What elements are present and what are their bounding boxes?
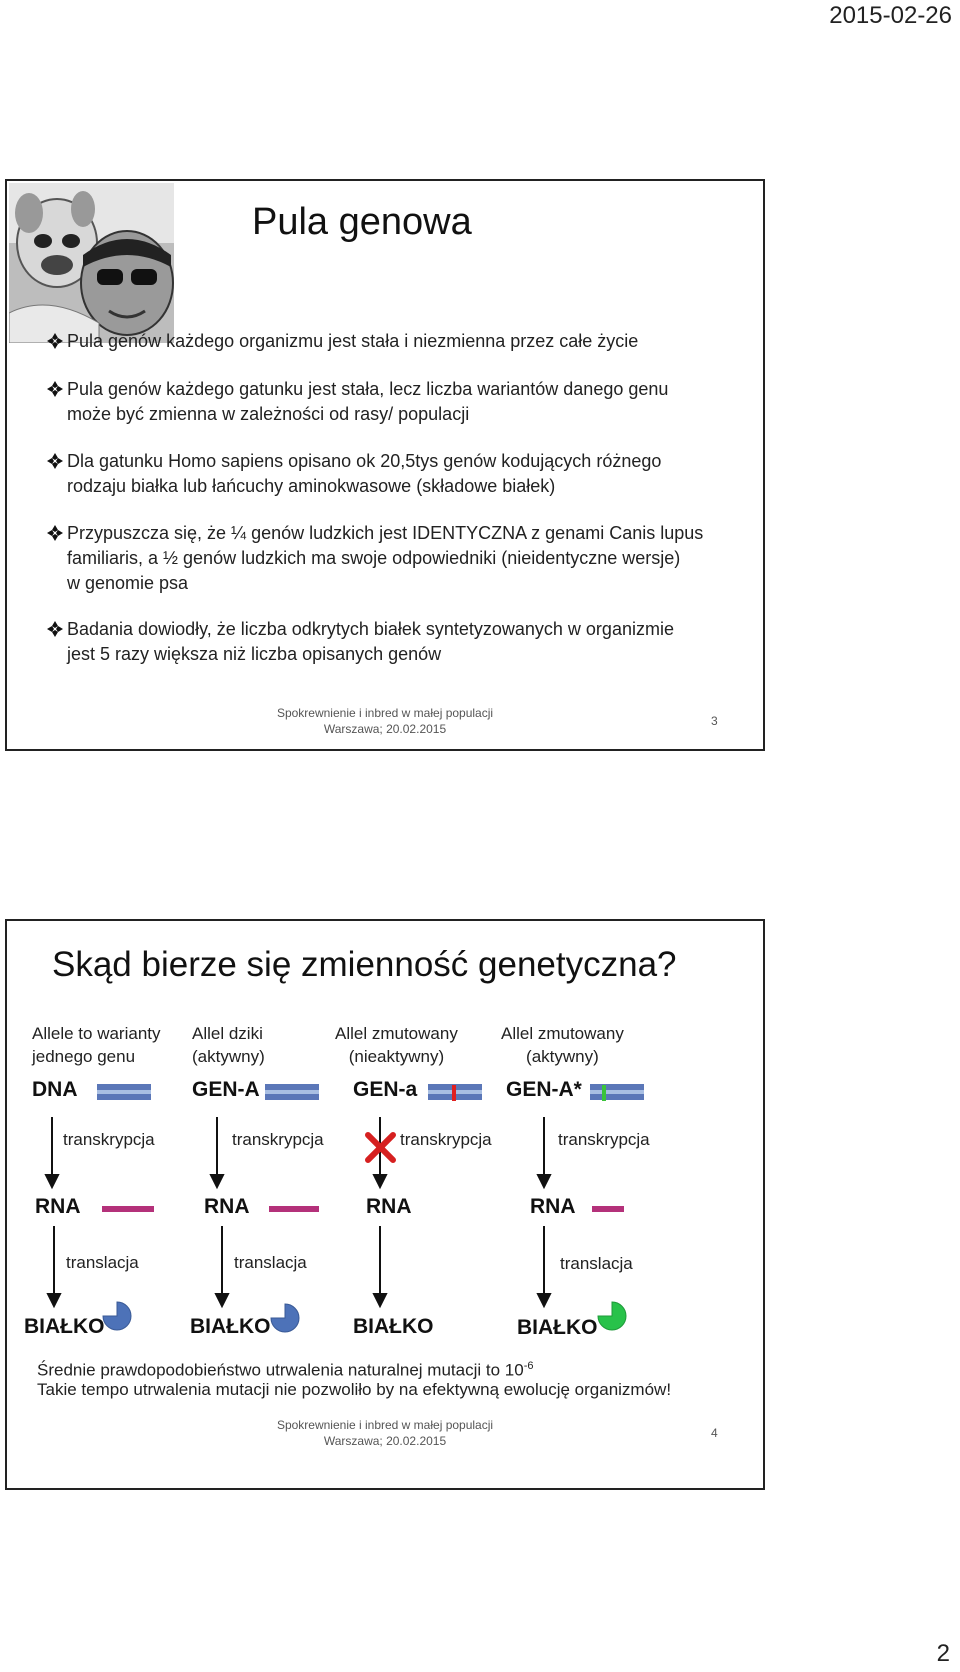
arrow-head: [538, 1175, 550, 1187]
bullet-text-line: Dla gatunku Homo sapiens opisano ok 20,5tys genów kodujących różnego: [67, 451, 662, 471]
footer-place-date: Warszawa; 20.02.2015: [323, 1434, 447, 1448]
slide-title: Skąd bierze się zmienność genetyczna?: [52, 945, 677, 984]
protein-label: BIAŁKO: [24, 1315, 105, 1338]
slide-number: 4: [711, 1426, 718, 1440]
slide-title: Pula genowa: [252, 201, 472, 243]
bullet-text-line: Badania dowiodły, że liczba odkrytych białek syntetyzowanych w organizmie: [67, 619, 674, 639]
bullet-text-line: familiaris, a ½ genów ludzkich ma swoje odpowiedniki (nieidentyczne wersje): [67, 548, 681, 568]
page-number: 2: [936, 1640, 950, 1667]
bullet-text-line: rodzaju białka lub łańcuchy aminokwasowe (składowe białek): [67, 476, 556, 496]
footer-topic: Spokrewnienie i inbred w małej populacji: [276, 706, 494, 720]
page-date: 2015-02-26: [829, 2, 952, 29]
arrow-head: [48, 1294, 60, 1306]
slide-footer: [7, 1417, 763, 1449]
slide-pula-genowa: [5, 179, 765, 751]
bullet-item: [45, 449, 745, 499]
slide-number: 3: [711, 714, 718, 728]
translation-label: translacja: [560, 1254, 633, 1273]
header-line: (aktywny): [192, 1047, 265, 1066]
slide-zmiennosc-genetyczna: [5, 919, 765, 1490]
header-line: jednego genu: [32, 1047, 136, 1066]
protein-label: BIAŁKO: [190, 1315, 271, 1338]
arrow-head: [538, 1294, 550, 1306]
bullet-text-line: jest 5 razy większa niż liczba opisanych genów: [67, 644, 442, 664]
bullet-item: [45, 617, 745, 667]
protein-pie-icon: [271, 1304, 299, 1332]
rna-label: RNA: [35, 1195, 81, 1218]
rna-label: RNA: [530, 1195, 576, 1218]
arrow-head: [374, 1175, 386, 1187]
header-line: Allel zmutowany: [501, 1024, 624, 1043]
protein-label: BIAŁKO: [353, 1315, 434, 1338]
bullet-text-line: może być zmienna w zależności od rasy/ populacji: [67, 404, 470, 424]
bullet-item: [45, 521, 745, 596]
transcription-label: transkrypcja: [400, 1130, 492, 1149]
bullet-diamond-icon: [45, 381, 65, 397]
transcription-label: transkrypcja: [558, 1130, 650, 1149]
arrow-head: [46, 1175, 58, 1187]
footer-topic: Spokrewnienie i inbred w małej populacji: [276, 1418, 494, 1432]
dog-and-man-photo: [9, 183, 174, 343]
gene-label: GEN-a: [353, 1078, 418, 1101]
rna-bar: [102, 1206, 154, 1212]
header-line: Allel zmutowany: [335, 1024, 458, 1043]
header-line: Allele to warianty: [32, 1024, 161, 1043]
bullet-text-line: Przypuszcza się, że ¼ genów ludzkich jest IDENTYCZNA z genami Canis lupus: [67, 523, 704, 543]
rna-label: RNA: [204, 1195, 250, 1218]
protein-pie-icon-active: [598, 1302, 626, 1330]
dna-bar: [97, 1084, 151, 1100]
gene-bar-mutated-active: [590, 1084, 644, 1101]
protein-pie-icon: [103, 1302, 131, 1330]
gene-bar-mutated-inactive: [428, 1084, 482, 1101]
footer-place-date: Warszawa; 20.02.2015: [323, 722, 447, 736]
arrow-head: [216, 1294, 228, 1306]
rna-label: RNA: [366, 1195, 412, 1218]
header-line: (nieaktywny): [348, 1047, 445, 1066]
dna-label: DNA: [32, 1078, 78, 1101]
transcription-label: transkrypcja: [232, 1130, 324, 1149]
gene-label: GEN-A: [192, 1078, 260, 1101]
arrow-head: [211, 1175, 223, 1187]
bullet-text-line: Pula genów każdego gatunku jest stała, lecz liczba wariantów danego genu: [67, 379, 669, 399]
bullet-item: [45, 329, 745, 354]
note-exponent: -6: [523, 1360, 534, 1372]
translation-label: translacja: [66, 1253, 139, 1272]
bullet-diamond-icon: [45, 621, 65, 637]
translation-label: translacja: [234, 1253, 307, 1272]
header-line: Allel dziki: [192, 1024, 263, 1043]
transcription-label: transkrypcja: [63, 1130, 155, 1149]
note-text: Średnie prawdopodobieństwo utrwalenia naturalnej mutacji to 10: [37, 1360, 524, 1380]
mutation-note-conclusion: Takie tempo utrwalenia mutacji nie pozwoliło by na efektywną ewolucję organizmów!: [37, 1380, 672, 1399]
mutation-mark-red: [452, 1085, 456, 1101]
rna-bar: [269, 1206, 319, 1212]
bullet-diamond-icon: [45, 333, 65, 349]
protein-label: BIAŁKO: [517, 1316, 598, 1339]
arrow-head: [374, 1294, 386, 1306]
bullet-text-line: Pula genów każdego organizmu jest stała i niezmienna przez całe życie: [67, 331, 639, 351]
slide-footer: [7, 705, 763, 737]
rna-bar-short: [592, 1206, 624, 1212]
gene-label: GEN-A*: [506, 1078, 582, 1101]
header-line: (aktywny): [526, 1047, 599, 1066]
mutation-mark-green: [602, 1085, 606, 1101]
bullet-diamond-icon: [45, 525, 65, 541]
bullet-item: [45, 377, 745, 427]
bullet-diamond-icon: [45, 453, 65, 469]
bullet-text-line: w genomie psa: [67, 573, 189, 593]
gene-bar-wildtype: [265, 1084, 319, 1100]
